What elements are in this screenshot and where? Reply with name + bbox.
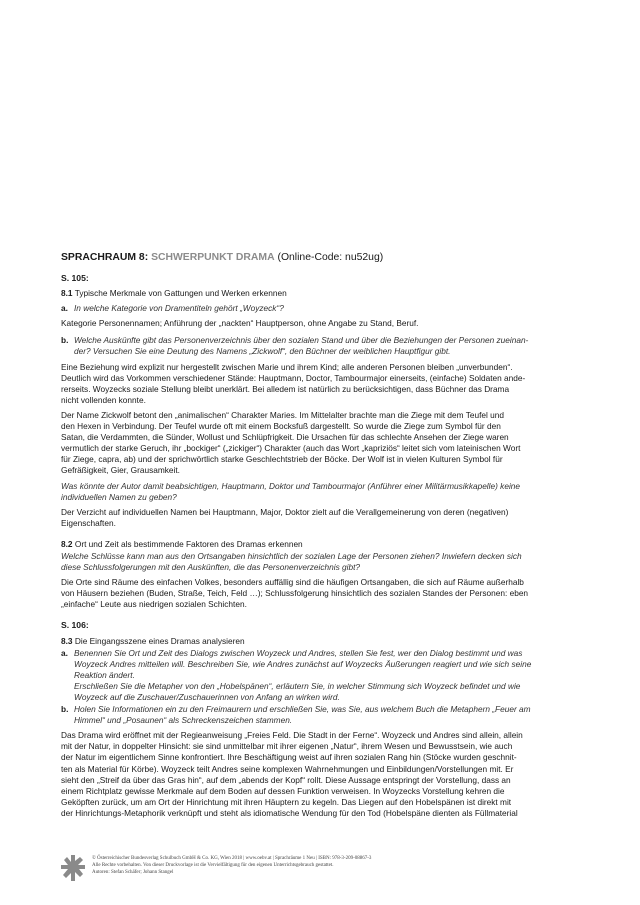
answer-line: der Natur im eigentlichem Sinne konfrontiert. Ihre Beschäftigung weist auf ihren sozialen Rang hin (Stöcke wurden geschnit- <box>61 752 517 763</box>
answer-8-1-b-1 <box>61 362 581 406</box>
question-line: Erschließen Sie die Metapher von den „Hobelspänen“, erläutern Sie, in welcher Stimmung sich Woyzeck befindet und wie <box>74 680 521 691</box>
question-line: der? Versuchen Sie eine Deutung des Namens „Zickwolf“, den Büchner der weiblichen Hauptfigur gibt. <box>74 346 451 357</box>
question-line: Woyzeck auf die Zuschauer/Zuschauerinnen von Anfang an wirken wird. <box>74 692 340 702</box>
answer-line: den Hexen in Verbindung. Der Teufel wurde oft mit einem Bocksfuß dargestellt. So wurde die Ziege zum Symbol für den <box>61 421 501 432</box>
task-8-3-b <box>61 704 581 726</box>
answer-8-1-b-2 <box>61 410 581 477</box>
question-line: individuellen Namen zu geben? <box>61 491 177 502</box>
task-question <box>74 704 581 726</box>
task-question: In welche Kategorie von Dramentiteln gehört „Woyzeck“? <box>74 303 284 314</box>
question-line: Woyzeck Andres mitteilen will. Beschreiben Sie, wie Andres zunächst auf Woyzecks Äußerungen reagiert und wie sich seine <box>74 658 532 669</box>
question-line: Welche Auskünfte gibt das Personenverzeichnis über den sozialen Stand und über die Beziehungen der Personen zueinan- <box>74 335 529 346</box>
task-title-text: Ort und Zeit als bestimmende Faktoren des Dramas erkennen <box>74 538 303 549</box>
answer-line: sieht den „Streif da über das Gras hin“, auf dem „abends der Kopf“ rollt. Diese Aussage entspringt der Vorstellung, dass an <box>61 774 511 785</box>
answer-line: vermutlich der starke Geruch, ihr „bockiger“ („zickiger“) Charakter (auch das Wort „kapriziös“ leitet sich vom lateinischen Wort <box>61 443 521 454</box>
heading-part-2: SCHWERPUNKT DRAMA <box>151 252 275 263</box>
heading-part-1: SPRACHRAUM 8: <box>61 252 149 263</box>
question-8-1-b-2 <box>61 481 581 503</box>
section-label-s105: S. 105: <box>61 273 89 283</box>
answer-line: Gefräßigkeit, Gier, Grausamkeit. <box>61 465 180 476</box>
rights-line: Alle Rechte vorbehalten. Von dieser Druckvorlage ist die Vervielfältigung für den eigenen Unterrichtsgebrauch gestattet. <box>92 863 334 868</box>
task-8-3-a <box>61 648 581 703</box>
task-8-1-title <box>61 288 581 299</box>
question-line: Benennen Sie Ort und Zeit des Dialogs zwischen Woyzeck und Andres, stellen Sie fest, wer den Dialog bestimmt und was <box>74 647 523 658</box>
answer-line: Satan, die Verdammten, die Sünder, Wollust und Schlüpfrigkeit. Die Ursachen für das schlechte Ansehen der Ziege waren <box>61 432 509 443</box>
answer-line: nicht vollenden konnte. <box>61 394 146 405</box>
copyright-line: © Österreichischer Bundesverlag Schulbuch GmbH & Co. KG, Wien 2018 | www.oebv.at | Sprachräume 1 Neu | ISBN: 978-3-209-08867-3 <box>92 856 372 861</box>
answer-line: ten als Material für Körbe). Woyzeck teilt Andres seine komplexen Wahrnehmungen und Einbildungen/Vorstellungen mit. Er <box>61 763 514 774</box>
answer-line: Das Drama wird eröffnet mit der Regieanweisung „Freies Feld. Die Stadt in der Ferne“. Woyzeck und Andres sind allein, allein <box>61 730 523 741</box>
task-number: 8.3 <box>61 635 73 646</box>
task-letter: a. <box>61 647 68 658</box>
oebv-logo-icon <box>61 855 85 881</box>
answer-line: „einfache“ Leute aus niedrigen sozialen Schichten. <box>61 599 247 610</box>
question-line: Reaktion ändert. <box>74 669 135 680</box>
task-question <box>74 648 581 703</box>
task-title-text: Die Eingangsszene eines Dramas analysieren <box>74 635 245 646</box>
task-letter: b. <box>61 704 69 715</box>
task-number: 8.1 <box>61 288 73 299</box>
question-8-2 <box>61 551 581 573</box>
answer-line: von Häusern beziehen (Buden, Straße, Teich, Feld …); Schlussfolgerung hinsichtlich des sozialen Standes der Personen: eben <box>61 588 529 599</box>
task-8-2-title <box>61 539 581 550</box>
footer-text <box>92 855 371 876</box>
answer-line: Der Name Zickwolf betont den „animalischen“ Charakter Maries. Im Mittelalter brachte man die Ziege mit dem Teufel und <box>61 409 504 420</box>
question-line: Himmel“ und „Posaunen“ als Schreckenszeichen stammen. <box>74 715 293 726</box>
answer-line: Eine Beziehung wird explizit nur hergestellt zwischen Marie und ihrem Kind; alle anderen Personen bleiben „unverbunden“. <box>61 361 513 372</box>
task-title-text: Typische Merkmale von Gattungen und Werken erkennen <box>74 288 287 299</box>
answer-8-1-b-3 <box>61 507 581 529</box>
task-question <box>74 335 581 357</box>
answer-line: Der Verzicht auf individuellen Namen bei Hauptmann, Major, Doktor zielt auf die Verallgemeinerung von deren (negativen) <box>61 506 509 517</box>
answer-line: Deutlich wird das Vorkommen verschiedener Stände: Hauptmann, Doctor, Tambourmajor einerseits, (einfache) Soldaten ande- <box>61 372 526 383</box>
answer-8-2 <box>61 577 581 610</box>
section-label-s106: S. 106: <box>61 620 89 631</box>
page-heading <box>61 251 581 264</box>
answer-line: der Hinrichtungs-Metaphorik verknüpft und steht als idiomatische Wendung für den Tod (Hobelspäne dienten als Füllmaterial <box>61 807 518 818</box>
answer-line: Geköpften zurück, um am Ort der Hinrichtung mit ihren Häuptern zu kegeln. Das Liegen auf den Hobelspänen ist direkt mit <box>61 796 512 807</box>
question-line: Was könnte der Autor damit beabsichtigen, Hauptmann, Doktor und Tambourmajor (Anführer einer Militärmusikkapelle) keine <box>61 480 521 491</box>
answer-line: einem Richtplatz gewisse Merkmale auf dem Boden auf dessen Funktion verweisen. In Woyzecks Vorstellung kehren die <box>61 785 505 796</box>
answer-line: mit der Natur, in doppelter Hinsicht: sie sind unmittelbar mit ihrer eigenen „Natur“, ihrem Wesen und Bewusstsein, wie auch <box>61 741 513 752</box>
task-8-3-title <box>61 636 581 647</box>
task-letter: b. <box>61 335 69 346</box>
task-8-1-a <box>61 303 581 314</box>
answer-line: Eigenschaften. <box>61 517 116 528</box>
answer-line: für Ziege, capra, ab) und der sprichwörtlich starke Geschlechtstrieb der Böcke. Der Wolf ist in vielen Kulturen Symbol für <box>61 454 503 465</box>
question-line: Welche Schlüsse kann man aus den Ortsangaben hinsichtlich der sozialen Lage der Personen ziehen? Inwiefern decken sich <box>61 550 522 561</box>
question-line: diese Schlussfolgerungen mit den Auskünften, die das Personenverzeichnis gibt? <box>61 562 361 573</box>
content-area <box>61 251 581 823</box>
question-line: Holen Sie Informationen ein zu den Freimaurern und erschließen Sie, was Sie, aus welchem Buch die Metaphern „Feuer am <box>74 704 531 715</box>
answer-line: rerseits. Woyzecks soziale Stellung bleibt unerklärt. Bei alledem ist natürlich zu berücksichtigen, dass Büchner das Drama <box>61 383 510 394</box>
task-number: 8.2 <box>61 538 73 549</box>
task-letter: a. <box>61 303 68 314</box>
page-footer <box>61 853 581 883</box>
authors-line: Autoren: Stefan Schäfer; Johann Stangel <box>92 870 174 875</box>
answer-line: Die Orte sind Räume des einfachen Volkes, besonders auffällig sind die häufigen Ortsangaben, die sich auf Räume außerhalb <box>61 577 524 588</box>
answer-8-3 <box>61 730 581 819</box>
task-8-1-b <box>61 335 581 357</box>
answer-8-1-a: Kategorie Personennamen; Anführung der „nackten“ Hauptperson, ohne Angabe zu Stand, Beruf. <box>61 318 419 329</box>
heading-part-3: (Online-Code: nu52ug) <box>277 252 384 263</box>
